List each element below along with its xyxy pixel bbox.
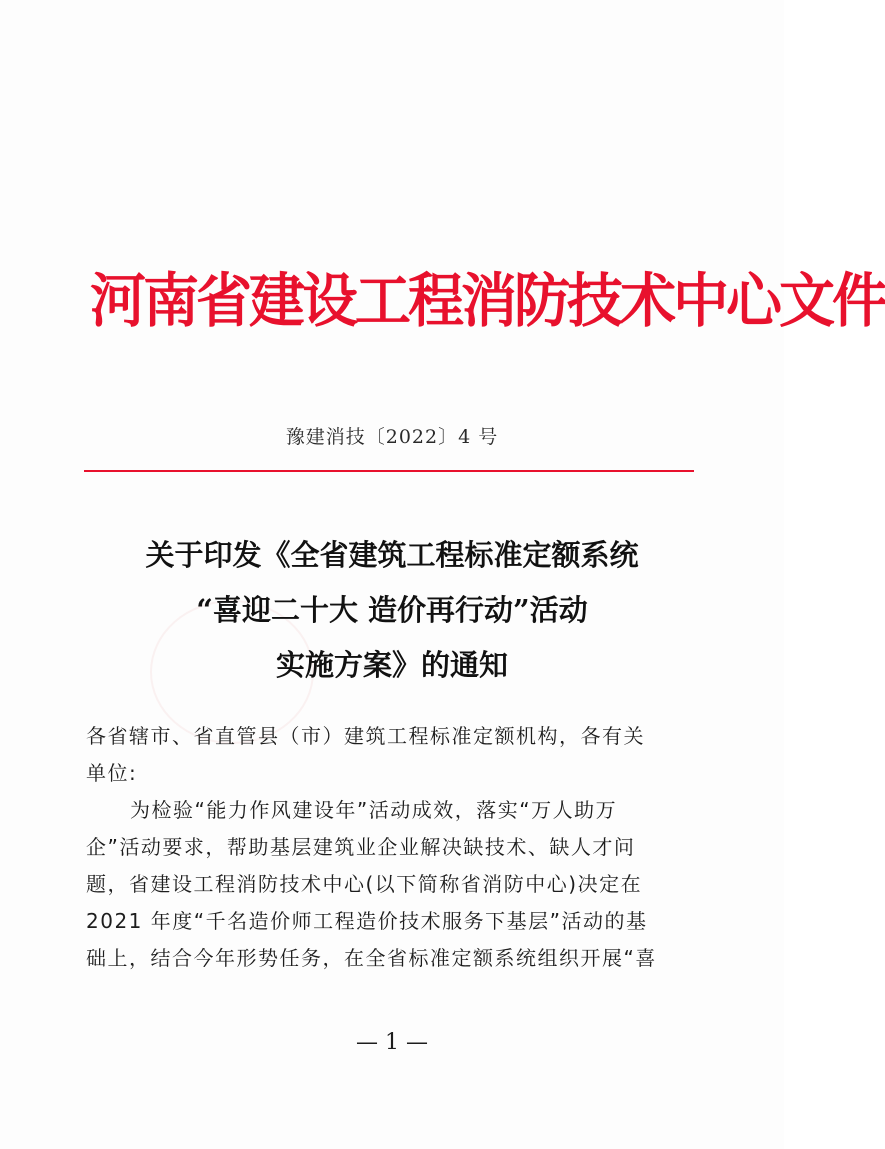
body-line: 企”活动要求，帮助基层建筑业企业解决缺技术、缺人才问 [86, 835, 636, 859]
notice-title-line: “喜迎二十大 造价再行动”活动 [196, 593, 588, 627]
body-line-paragraph-start: 为检验“能力作风建设年”活动成效，落实“万人助万 [130, 798, 618, 822]
document-number: 豫建消技〔2022〕4 号 [285, 426, 499, 448]
notice-title-line: 关于印发《全省建筑工程标准定额系统 [145, 538, 639, 572]
notice-body [86, 718, 700, 977]
body-line: 题，省建设工程消防技术中心(以下简称省消防中心)决定在 [86, 872, 643, 896]
issuing-authority-header: 河南省建设工程消防技术中心文件 [90, 267, 885, 336]
page-number: — 1 — [356, 1030, 428, 1055]
header-divider [84, 470, 694, 472]
body-line: 2021 年度“千名造价师工程造价技术服务下基层”活动的基 [86, 909, 648, 933]
body-line: 础上，结合今年形势任务，在全省标准定额系统组织开展“喜 [86, 946, 657, 970]
body-line-addressee-cont: 单位: [86, 761, 138, 785]
notice-title-line: 实施方案》的通知 [275, 648, 508, 682]
body-line-addressee: 各省辖市、省直管县（市）建筑工程标准定额机构，各有关 [86, 724, 645, 748]
notice-title [0, 528, 784, 693]
